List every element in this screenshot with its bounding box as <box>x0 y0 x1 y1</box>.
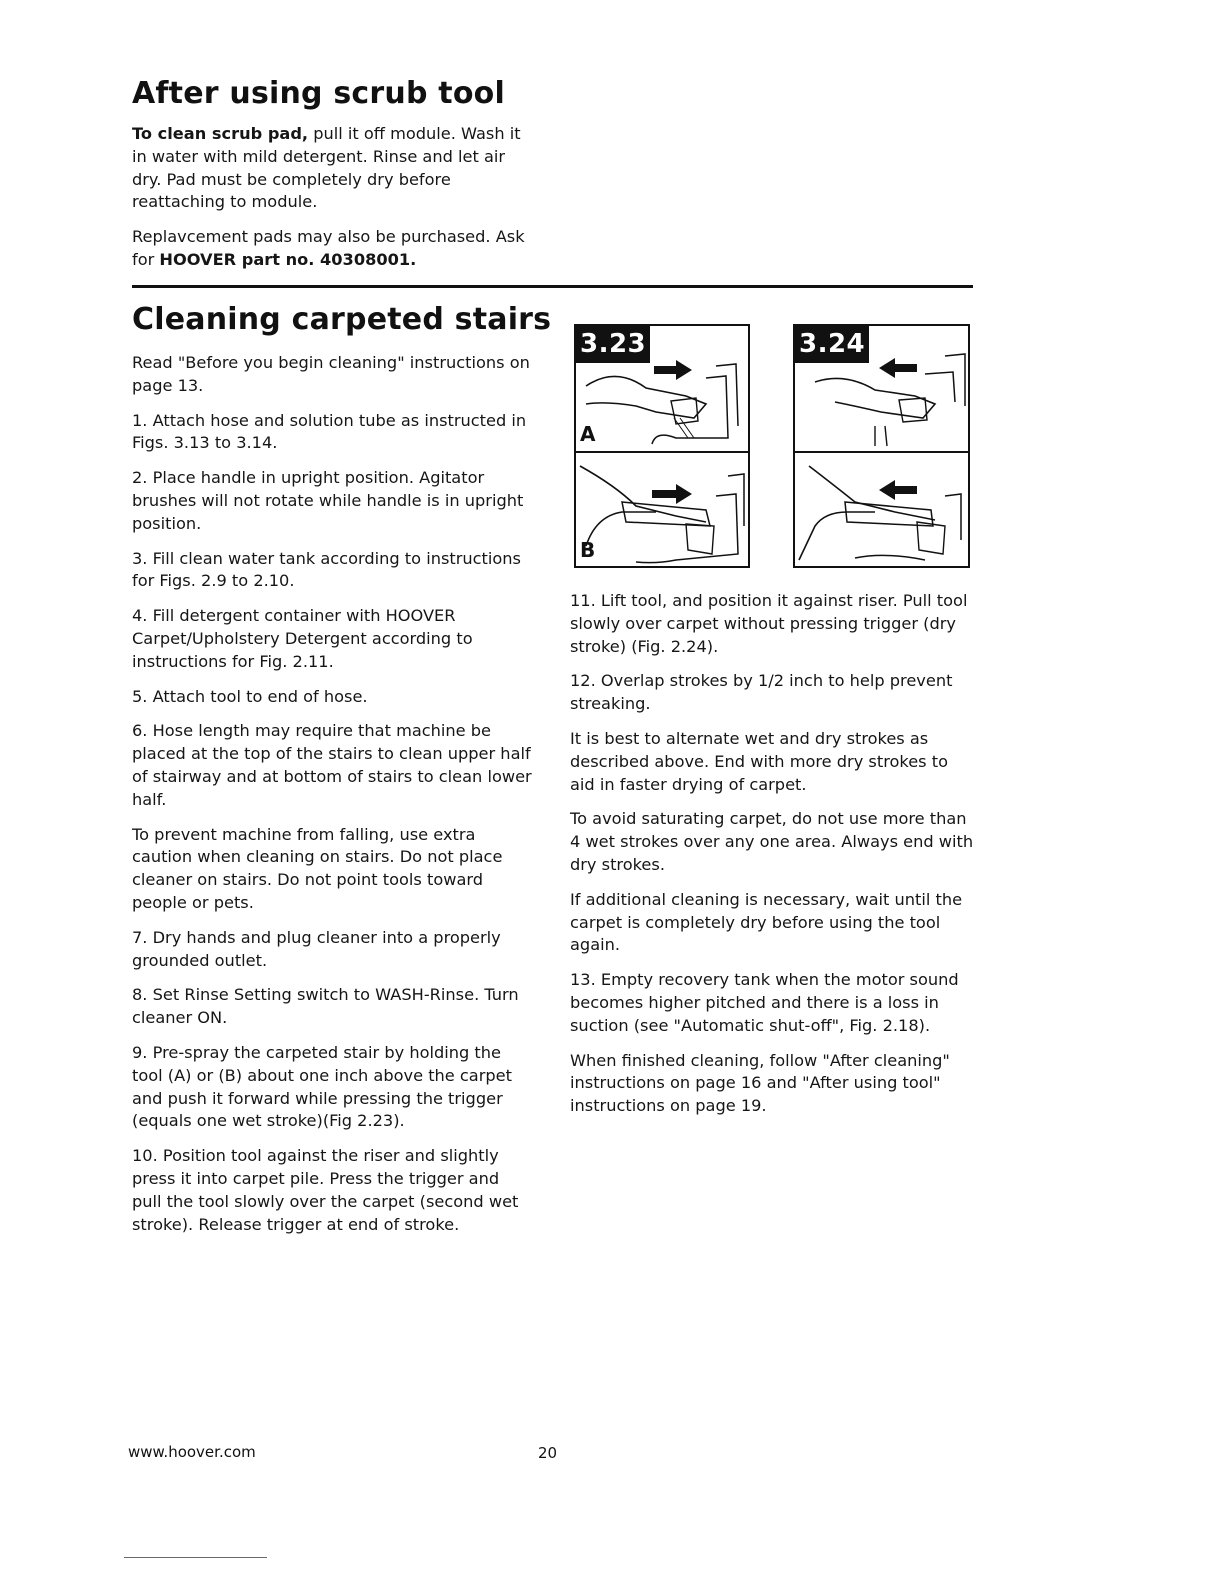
step-6: 6. Hose length may require that machine be placed at the top of the stairs to clean upper half of stairway and at bottom of stairs to clean lower half. <box>132 721 532 809</box>
scrub-pad-paragraph <box>132 123 532 214</box>
step-2: 2. Place handle in upright position. Agitator brushes will not rotate while handle is in upright position. <box>132 468 524 533</box>
left-column <box>132 352 532 1248</box>
finished-cleaning-note: When finished cleaning, follow "After cleaning" instructions on page 16 and "After using tool" instructions on page 19. <box>570 1050 950 1116</box>
scrub-pad-body: pull it off module. Wash it in water with mild detergent. Rinse and let air dry. Pad must be completely dry before reattaching to module. <box>132 124 521 212</box>
scrub-tool-text <box>132 123 532 284</box>
step-4: 4. Fill detergent container with HOOVER Carpet/Upholstery Detergent according to instructions for Fig. 2.11. <box>132 606 473 671</box>
right-column <box>570 590 975 1130</box>
alternate-strokes-note: It is best to alternate wet and dry strokes as described above. End with more dry strokes to aid in faster drying of carpet. <box>570 728 949 794</box>
section-divider <box>132 285 973 288</box>
figure-3-24 <box>793 324 970 568</box>
step-10: 10. Position tool against the riser and slightly press it into carpet pile. Press the trigger and pull the tool slowly over the carpet (second wet stroke). Release trigger at end of stroke. <box>132 1146 519 1234</box>
step-7: 7. Dry hands and plug cleaner into a properly grounded outlet. <box>132 927 501 970</box>
step-11: 11. Lift tool, and position it against riser. Pull tool slowly over carpet without pressing trigger (dry stroke) (Fig. 2.24). <box>570 591 968 656</box>
step-9: 9. Pre-spray the carpeted stair by holding the tool (A) or (B) about one inch above the carpet and push it forward while pressing the trigger (equals one wet stroke)(Fig 2.23). <box>132 1042 512 1131</box>
step-8: 8. Set Rinse Setting switch to WASH-Rinse. Turn cleaner ON. <box>132 985 519 1028</box>
replacement-pads-text: Replavcement pads may also be purchased. Ask for <box>132 227 525 269</box>
footer-line <box>124 1557 267 1558</box>
figure-3-23-label: 3.23 <box>576 326 650 363</box>
part-number: HOOVER part no. 40308001. <box>159 249 417 269</box>
panel-a-label: A <box>580 422 596 446</box>
footer-url[interactable]: www.hoover.com <box>128 1443 256 1461</box>
left-paragraph: Read "Before you begin cleaning" instructions on page 13. <box>132 353 530 395</box>
step-12: 12. Overlap strokes by 1/2 inch to help prevent streaking. <box>570 671 953 714</box>
figure-3-23 <box>574 324 750 568</box>
page-number: 20 <box>538 1444 558 1462</box>
section-title-scrub-tool: After using scrub tool <box>132 76 505 111</box>
replacement-pads-paragraph <box>132 226 532 272</box>
figure-3-24-label: 3.24 <box>795 326 869 363</box>
step-1: 1. Attach hose and solution tube as instructed in Figs. 3.13 to 3.14. <box>132 410 527 453</box>
saturation-note: To avoid saturating carpet, do not use more than 4 wet strokes over any one area. Always end with dry strokes. <box>570 809 974 874</box>
safety-note: To prevent machine from falling, use extra caution when cleaning on stairs. Do not place cleaner on stairs. Do not point tools toward people or pets. <box>132 824 503 912</box>
step-13: 13. Empty recovery tank when the motor sound becomes higher pitched and there is a loss in suction (see "Automatic shut-off", Fig. 2.18). <box>570 970 959 1035</box>
scrub-pad-lead: To clean scrub pad, <box>132 124 309 143</box>
panel-b-label: B <box>580 538 596 562</box>
step-5: 5. Attach tool to end of hose. <box>132 686 368 706</box>
additional-cleaning-note: If additional cleaning is necessary, wait until the carpet is completely dry before using the tool again. <box>570 889 963 955</box>
section-title-carpeted-stairs: Cleaning carpeted stairs <box>132 302 552 337</box>
step-3: 3. Fill clean water tank according to instructions for Figs. 2.9 to 2.10. <box>132 548 521 591</box>
